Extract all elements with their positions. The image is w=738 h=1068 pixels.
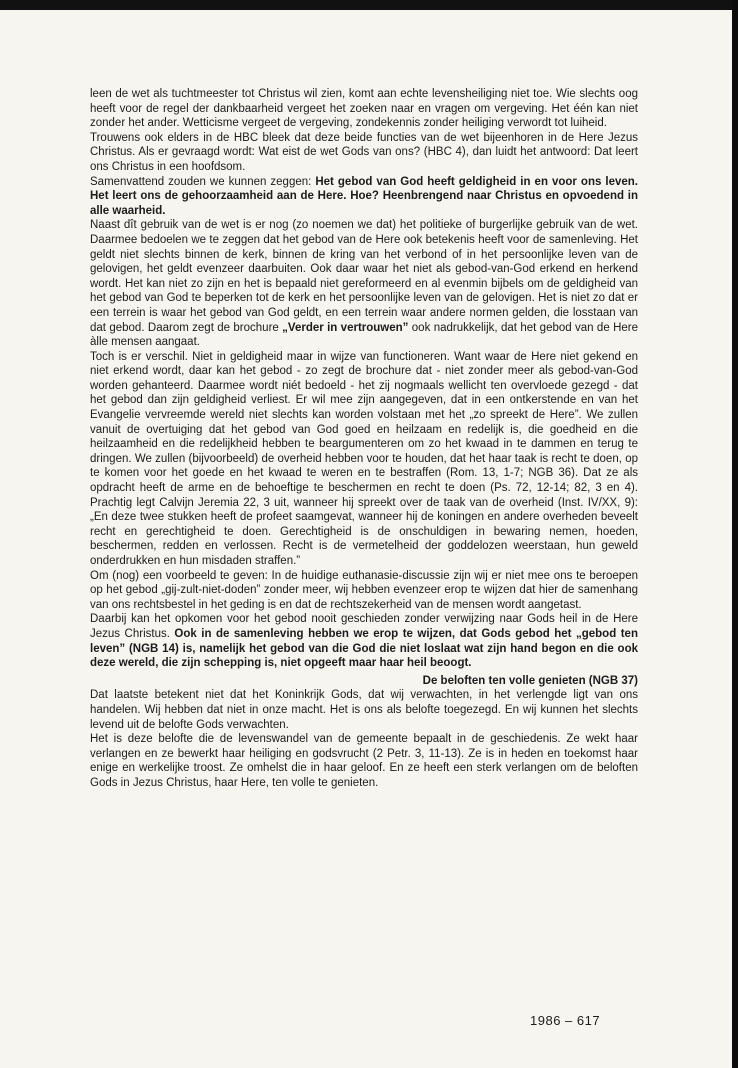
- text-run: Naast dît gebruik van de wet is er nog (zo noemen we dat) het politieke of burgerlijke gebruik van de wet. Daarmee bedoelen we te zeggen dat het gebod van de Here ook betekenis heeft voor de samenleving. Het geldt niet slechts binnen de kerk, binnen de kring van het verbond of in het persoonlijke leven van de gelovigen, het geldt evenzeer daarbuiten. Ook daar waar het niet als gebod-van-God erkend en herkend wordt. Het kan niet zo zijn en het is bepaald niet gereformeerd en al evenmin bijbels om de geldigheid van het gebod van God te beperken tot de kerk en het persoonlijke leven van de gelovigen. Het is niet zo dat er een terrein is waar het gebod van God geldt, en een terrein waar andere normen gelden, die losstaan van dat gebod. Daarom zegt de brochure: [90, 219, 638, 334]
- bold-text: Ook in de samenleving hebben we erop te wijzen, dat Gods gebod het „gebod ten leven” (NGB 14) is, namelijk het gebod van die God die niet loslaat wat zijn hand begon en die ook deze wereld, die zijn schepping is, niet opgeeft maar haar heil beoogt.: [90, 627, 638, 670]
- paragraph: [90, 350, 638, 569]
- bold-text: Het gebod van God heeft geldigheid in en voor ons leven. Het leert ons de gehoorzaamheid aan de Here. Hoe? Heenbrengend naar Christus en opvoedend in alle waarheid.: [90, 175, 638, 217]
- paragraphs-after: [90, 688, 638, 790]
- text-run: Om (nog) een voorbeeld te geven: In de huidige euthanasie-discussie zijn wij er niet mee ons te beroepen op het gebod „gij-zult-niet-doden” zonder meer, wij hebben evenzeer erop te wijzen dat hier de samenhang van ons rechtsbestel in het geding is en dat de rechtszekerheid van de mensen wordt aangetast.: [90, 569, 638, 611]
- text-run: Trouwens ook elders in de HBC bleek dat deze beide functies van de wet bijeenhoren in de Here Jezus Christus. Als er gevraagd wordt: Wat eist de wet Gods van ons? (HBC 4), dan luidt het antwoord: Dat leert ons Christus in een hoofdsom.: [90, 131, 638, 173]
- paragraph: [90, 569, 638, 613]
- paragraph: [90, 732, 638, 790]
- text-run: Samenvattend zouden we kunnen zeggen:: [90, 175, 316, 188]
- bold-text: „Verder in vertrouwen”: [282, 321, 409, 334]
- paragraph: [90, 175, 638, 219]
- page-number: 1986 – 617: [530, 1013, 601, 1028]
- text-run: Daarbij kan het opkomen voor het gebod nooit geschieden zonder verwijzing naar Gods heil in de Here Jezus Christus.: [90, 613, 638, 640]
- text-run: Toch is er verschil. Niet in geldigheid maar in wijze van functioneren. Want waar de Here niet gekend en niet erkend wordt, daar kan het gebod - zo zegt de brochure dat - niet zonder meer als gebod-van-God worden gehanteerd. Daarmee wordt niét bedoeld - het zij nogmaals wellicht ten overvloede gezegd - dat het gebod dan zijn geldigheid verliest. Er wil mee zijn aangegeven, dat in een ontkerstende en van het Evangelie vervreemde wereld niet slechts kan worden volstaan met het „zo spreekt de Here”. We zullen vanuit de overtuiging dat het gebod van God goed en heilzaam en redelijk is, die goedheid en die heilzaamheid en die redelijkheid hebben te beargumenteren om zo het kwaad in te dammen en terug te dringen. We zullen (bijvoorbeeld) de overheid hebben voor te houden, dat het haar taak is recht te doen, op te komen voor het goede en het kwaad te weren en te bestraffen (Rom. 13, 1-7; NGB 36). Dat ze als opdracht heeft de arme en de behoeftige te beschermen en recht te doen (Ps. 72, 12-14; 82, 3 en 4). Prachtig legt Calvijn Jeremia 22, 3 uit, wanneer hij spreekt over de taak van de overheid (Inst. IV/XX, 9): „En deze twee stukken heeft de profeet saamgevat, wanneer hij de koningen en andere overheden beveelt recht en gerechtigheid te doen. Gerechtigheid is de onschuldigen in bewaring nemen, hoeden, beschermen, redden en verlossen. Recht is de vermetelheid der goddelozen weerstaan, hun geweld onderdrukken en hun misdaden straffen.”: [90, 350, 638, 567]
- text-run: Het is deze belofte die de levenswandel van de gemeente bepaalt in de geschiedenis. Ze wekt haar verlangen en ze bewerkt haar heiliging en godsvrucht (2 Petr. 3, 11-13). Ze is in heden en toekomst haar enige en werkelijke troost. Ze omhelst die in haar geloof. En ze heeft een sterk verlangen om de beloften Gods in Jezus Christus, haar Here, ten volle te genieten.: [90, 733, 638, 789]
- paragraph: [90, 612, 638, 670]
- paragraph: [90, 688, 638, 732]
- paragraph: [90, 87, 638, 131]
- section-heading: De beloften ten volle genieten (NGB 37): [422, 674, 638, 687]
- scan-edge: [732, 0, 738, 1068]
- body-text: [90, 87, 638, 791]
- text-run: Dat laatste betekent niet dat het Koninkrijk Gods, dat wij verwachten, in het verlengde ligt van ons handelen. Wij hebben dat niet in onze macht. Het is ons als belofte toegezegd. En wij kunnen het slechts levend uit de belofte Gods verwachten.: [90, 689, 638, 731]
- paragraph: [90, 131, 638, 175]
- text-run: ook nadrukkelijk, dat het gebod van de Here àlle mensen aangaat.: [90, 321, 639, 349]
- text-run: leen de wet als tuchtmeester tot Christus wil zien, komt aan echte levensheiliging niet toe. Wie slechts oog heeft voor de regel der dankbaarheid vergeet het zoeken naar en vragen om vergeving. Het één kan niet zonder het ander. Wetticisme vergeet de vergeving, zondekennis zonder heiliging verwordt tot luiheid.: [90, 88, 638, 130]
- paragraph: [90, 218, 638, 349]
- paragraphs-before: [90, 87, 638, 671]
